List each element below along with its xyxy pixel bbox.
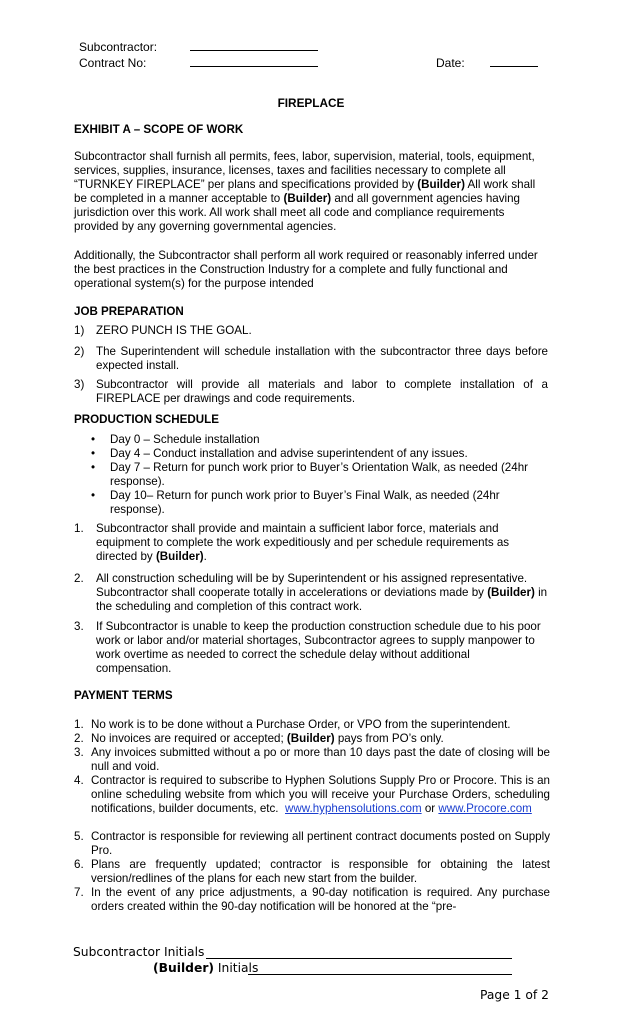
list-number: 2): [74, 345, 85, 358]
list-number: 3.: [74, 746, 84, 759]
builder-name: (Builder): [417, 178, 465, 192]
builder-name: (Builder): [283, 192, 332, 206]
contract-no-field[interactable]: [190, 66, 318, 67]
list-text: If Subcontractor is unable to keep the production construction schedule due to his poor work or labor and/or material shortages, Subcontractor agrees to supply manpower to work overtime as needed to correct the schedule delay without additional compensation.: [96, 620, 541, 676]
list-number: 4.: [74, 774, 84, 787]
production-heading: PRODUCTION SCHEDULE: [74, 413, 219, 426]
list-text: No work is to be done without a Purchase Order, or VPO from the superintendent.: [91, 718, 511, 731]
list-item: [74, 324, 550, 340]
job-prep-heading: JOB PREPARATION: [74, 305, 184, 318]
list-number: 7.: [74, 886, 84, 899]
bullet-text: Day 10– Return for punch work prior to Buyer’s Final Walk, as needed (24hr response).: [110, 489, 500, 517]
payment-heading: PAYMENT TERMS: [74, 689, 173, 702]
contract-no-label: Contract No:: [79, 56, 147, 70]
list-item: [74, 378, 550, 408]
bullet-icon: •: [90, 461, 96, 474]
list-number: 3.: [74, 620, 84, 633]
list-number: 1.: [74, 718, 84, 731]
list-item: [74, 345, 550, 375]
bullet-text: Day 7 – Return for punch work prior to Buyer’s Orientation Walk, as needed (24hr response).: [110, 461, 529, 489]
subcontractor-initials-field[interactable]: [206, 958, 512, 959]
bullet-text: Day 4 – Conduct installation and advise superintendent of any issues.: [110, 447, 468, 460]
date-field[interactable]: [490, 66, 538, 67]
hyphen-link[interactable]: www.hyphensolutions.com: [285, 802, 422, 816]
list-number: 1): [74, 324, 85, 337]
list-text: ZERO PUNCH IS THE GOAL.: [96, 324, 252, 337]
subcontractor-label: Subcontractor:: [79, 40, 158, 54]
builder-name: (Builder): [286, 732, 335, 745]
bullet-icon: •: [90, 447, 96, 460]
list-number: 3): [74, 378, 85, 391]
page-title: FIREPLACE: [277, 96, 345, 110]
bullet-text: Day 0 – Schedule installation: [110, 433, 260, 446]
subcontractor-field[interactable]: [190, 50, 318, 51]
page-number: Page 1 of 2: [480, 988, 549, 1002]
list-text: The Superintendent will schedule installation with the subcontractor three days before expected install.: [96, 345, 548, 373]
list-number: 2.: [74, 732, 84, 745]
list-number: 2.: [74, 572, 84, 585]
list-text: Subcontractor will provide all materials and labor to complete installation of a FIREPLACE per drawings and code requirements.: [96, 378, 548, 406]
list-number: 6.: [74, 858, 84, 871]
exhibit-heading: EXHIBIT A – SCOPE OF WORK: [74, 123, 244, 136]
list-text: Contractor is required to subscribe to Hyphen Solutions Supply Pro or Procore. This is an online scheduling website from which you will receive your Purchase Orders, scheduling notifications, builder documents, etc. www.hyphensolutions.com or www.Procore.com: [91, 774, 550, 816]
list-number: 1.: [74, 522, 84, 535]
list-text: All construction scheduling will be by Superintendent or his assigned representative. Subcontractor shall cooperate totally in accelerations or deviations made by (Builder) in the scheduling and completion of this contract work.: [96, 572, 548, 614]
list-text: Subcontractor shall provide and maintain a sufficient labor force, materials and equipment to complete the work expeditiously and per schedule requirements as directed by (Builder).: [96, 522, 510, 564]
additional-paragraph: Additionally, the Subcontractor shall perform all work required or reasonably inferred under the best practices in the Construction Industry for a complete and fully functional and operational system(s) for the purpose intended: [74, 249, 538, 291]
scope-text-a: Subcontractor shall furnish all permits, fees, labor, supervision, material, tools, equipment, services, supplies, insurance, licenses, taxes and facilities necessary to complete all “TURNKEY FIREPLACE” per plans and specifications provided by: [74, 150, 535, 192]
list-text: In the event of any price adjustments, a 90-day notification is required. Any purchase orders created within the 90-day notification will be honored at the “pre-: [91, 886, 550, 914]
list-text: Contractor is responsible for reviewing all pertinent contract documents posted on Supply Pro.: [91, 830, 550, 858]
bullet-icon: •: [90, 433, 96, 446]
procore-link[interactable]: www.Procore.com: [438, 802, 532, 816]
builder-name: (Builder): [487, 586, 535, 600]
builder-name: (Builder): [155, 550, 204, 564]
subcontractor-initials-label: Subcontractor Initials: [73, 945, 205, 959]
scope-text-c: and all government agencies having jurisdiction over this work. All work shall meet all code and compliance requirements provided by any governing governmental agencies.: [74, 192, 520, 234]
bullet-icon: •: [90, 489, 96, 502]
list-text: Plans are frequently updated; contractor is responsible for obtaining the latest version/redlines of the plans for each new start from the builder.: [91, 858, 550, 886]
builder-initials-field[interactable]: [248, 974, 512, 975]
list-number: 5.: [74, 830, 84, 843]
scope-paragraph: [74, 150, 550, 235]
list-text: No invoices are required or accepted; (Builder) pays from PO’s only.: [91, 732, 444, 745]
list-text: Any invoices submitted without a po or more than 10 days past the date of closing will be null and void.: [91, 746, 550, 774]
date-label: Date:: [436, 56, 465, 70]
builder-initials-label: (Builder) Initials: [153, 961, 259, 975]
scope-text-b: All work shall be completed in a manner acceptable to: [74, 178, 536, 206]
